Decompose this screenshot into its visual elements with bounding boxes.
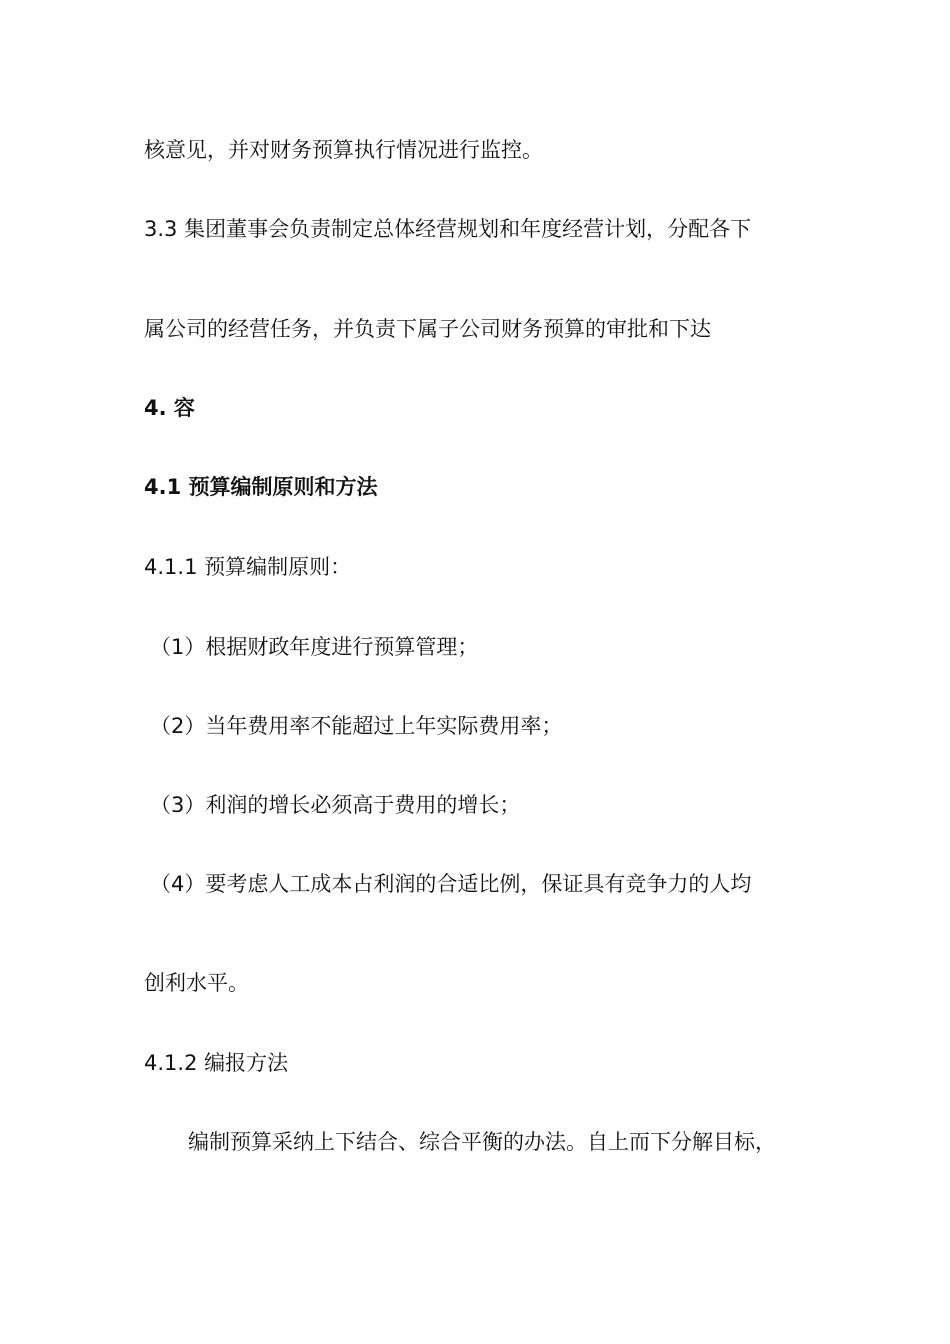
section-3-3-line-1: 3.3 集团董事会负责制定总体经营规划和年度经营计划，分配各下	[144, 217, 752, 241]
section-3-3-line-2: 属公司的经营任务，并负责下属子公司财务预算的审批和下达	[144, 317, 711, 341]
list-item-1: （1）根据财政年度进行预算管理；	[150, 635, 479, 659]
section-4-1-1-heading: 4.1.1 预算编制原则：	[144, 555, 352, 579]
list-item-4-line-1: （4）要考虑人工成本占利润的合适比例，保证具有竞争力的人均	[150, 872, 752, 896]
section-4-1-2-heading: 4.1.2 编报方法	[144, 1051, 289, 1075]
method-paragraph-line-1: 编制预算采纳上下结合、综合平衡的办法。自上而下分解目标，	[188, 1130, 776, 1154]
list-item-3: （3）利润的增长必须高于费用的增长；	[150, 793, 521, 817]
list-item-4-line-2: 创利水平。	[144, 971, 249, 995]
section-4-heading: 4. 容	[144, 396, 195, 420]
section-4-1-heading: 4.1 预算编制原则和方法	[144, 475, 378, 499]
list-item-2: （2）当年费用率不能超过上年实际费用率；	[150, 714, 563, 738]
paragraph-line-1: 核意见，并对财务预算执行情况进行监控。	[144, 138, 543, 162]
